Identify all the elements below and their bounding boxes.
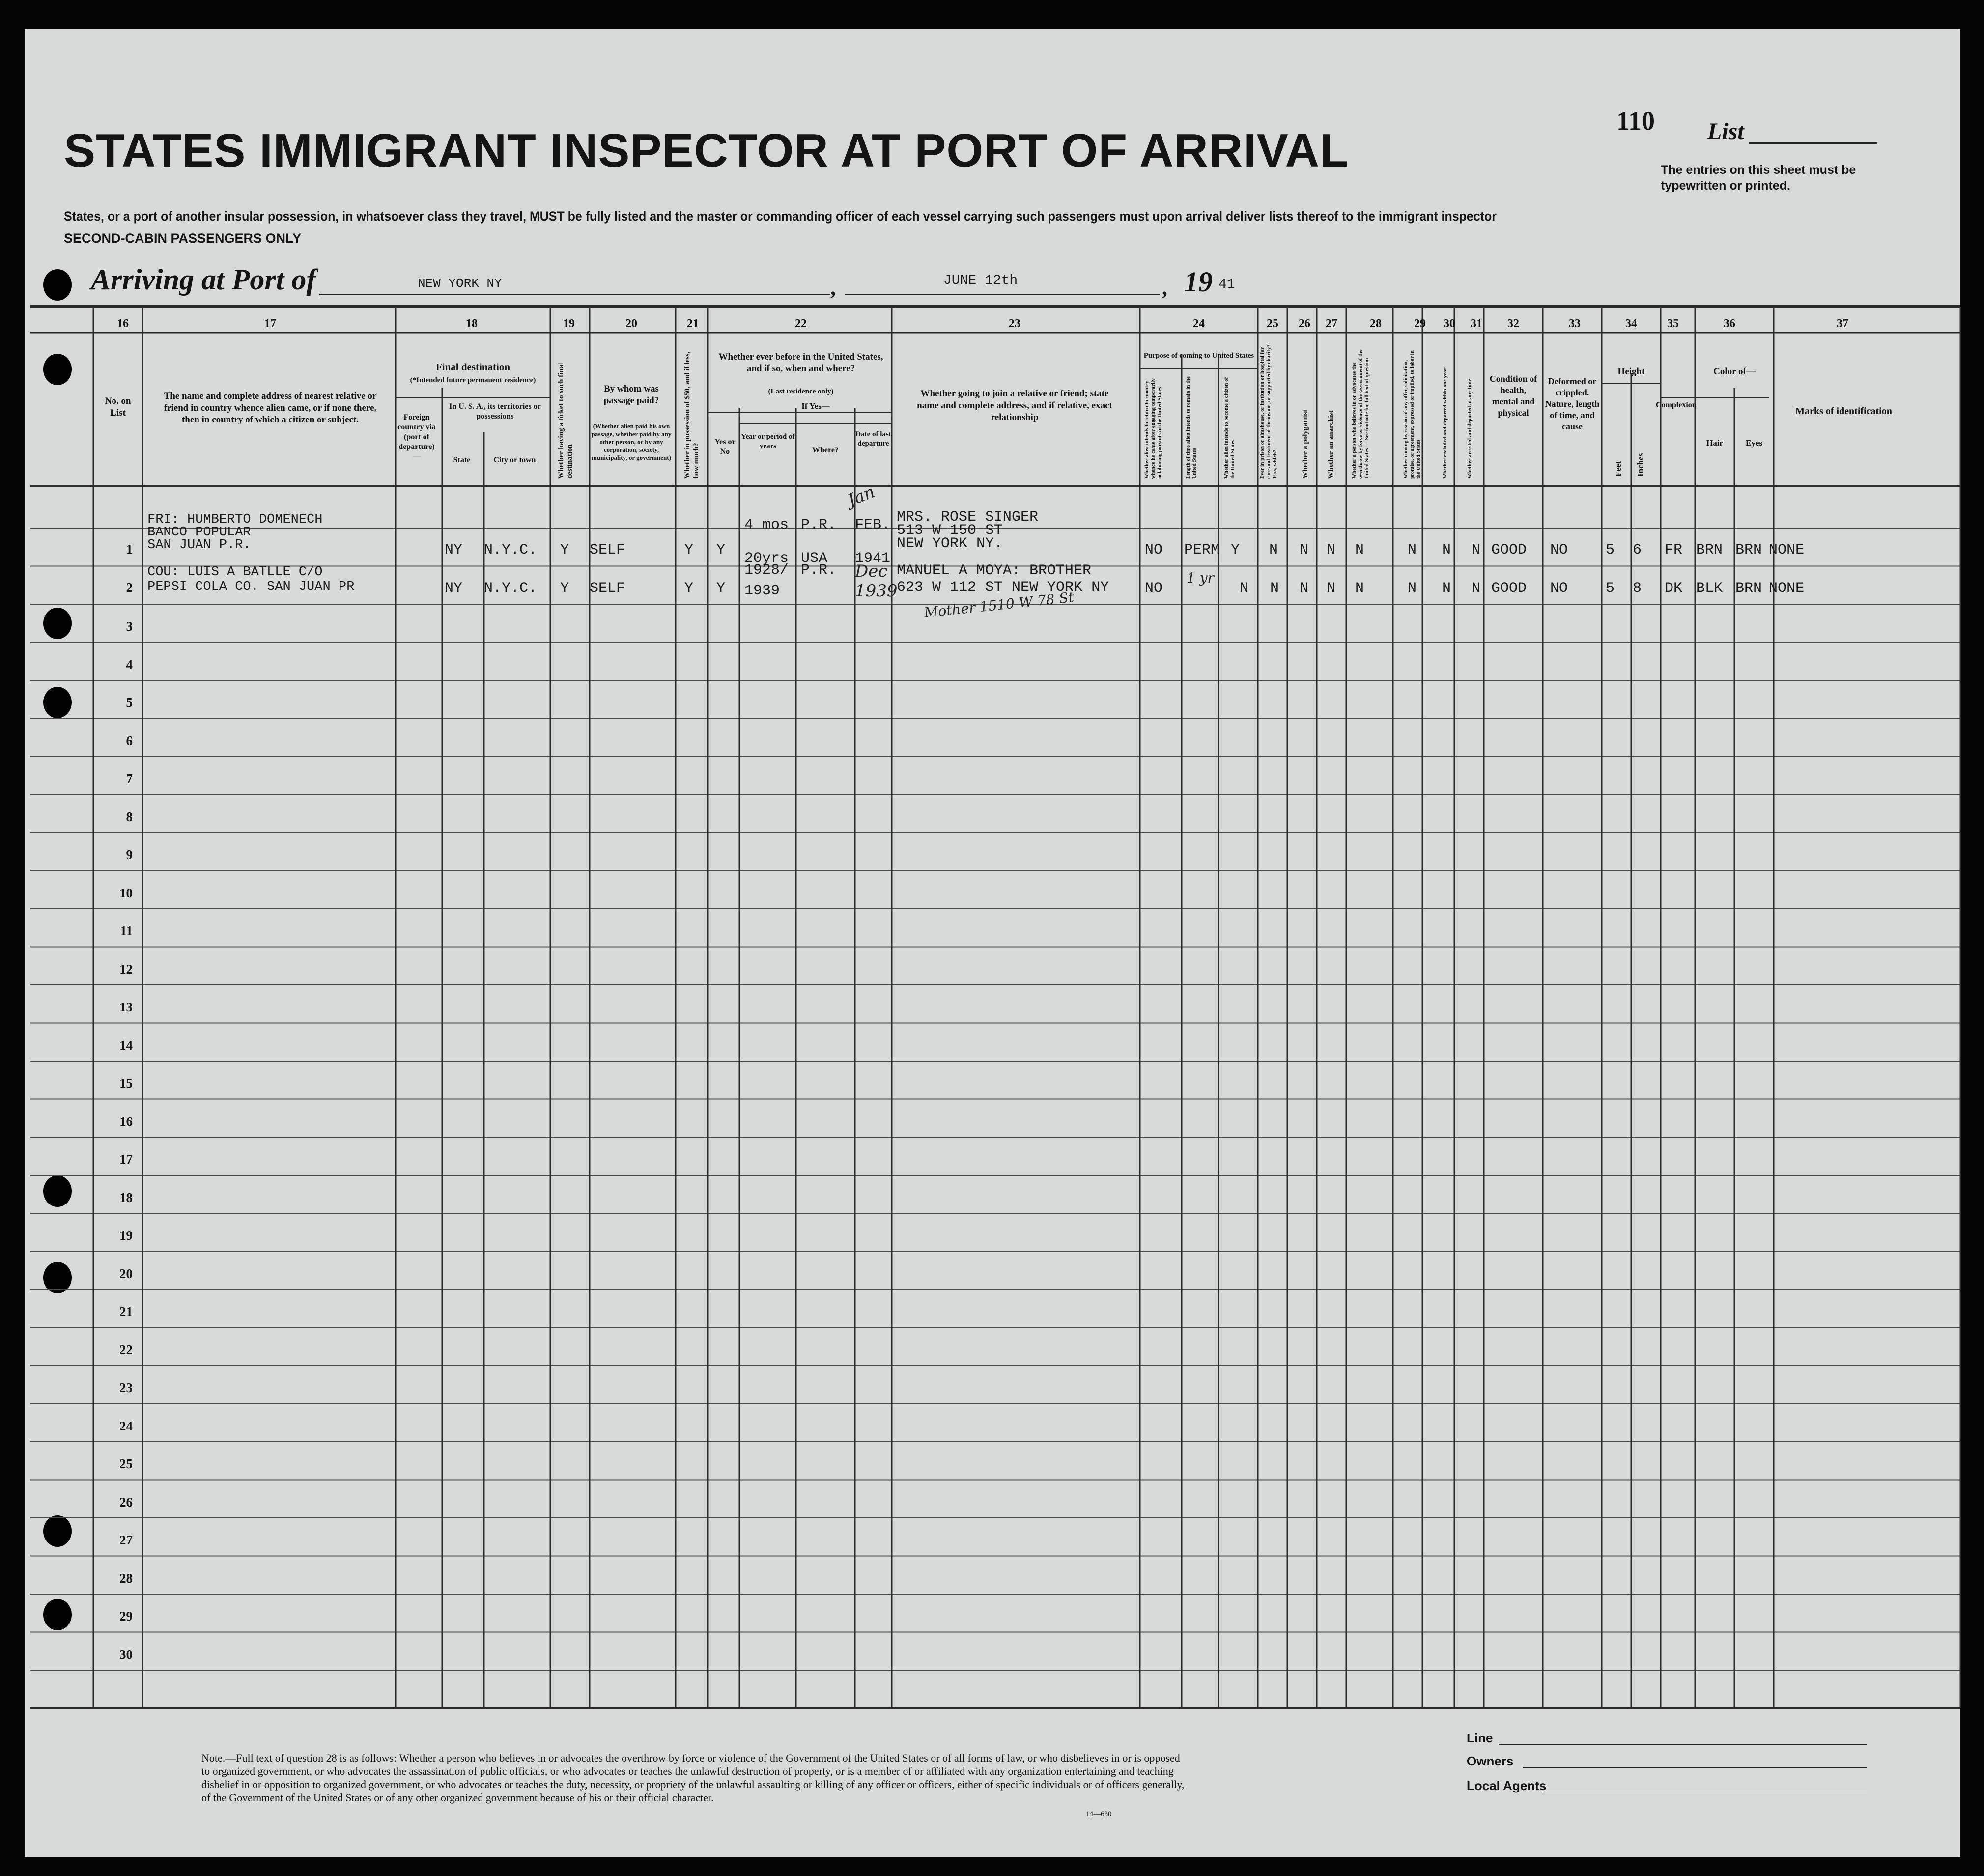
- row-number: 17: [119, 1152, 133, 1167]
- row-number: 26: [119, 1494, 133, 1510]
- col-num-37: 37: [1837, 317, 1848, 330]
- col-num-35: 35: [1667, 317, 1679, 330]
- comma-2: ,: [1162, 276, 1167, 300]
- typewritten-note: The entries on this sheet must be typewritten or printed.: [1661, 163, 1856, 193]
- row-number: 4: [126, 657, 133, 672]
- hdr-no-on-list: No. on List: [105, 396, 131, 418]
- purpose-length: 1 yr: [1187, 570, 1214, 586]
- hdr-complexion: Complexion: [1656, 401, 1697, 409]
- col-num-30: 30: [1444, 317, 1455, 330]
- hair: BLK: [1696, 580, 1723, 597]
- hdr-purpose: Purpose of coming to United States: [1143, 352, 1254, 360]
- row-number: 14: [119, 1037, 133, 1053]
- contract: N: [1408, 542, 1417, 559]
- purpose-return: NO: [1145, 542, 1163, 559]
- row-number: 2: [126, 580, 133, 595]
- col-num-32: 32: [1507, 317, 1519, 330]
- col-num-23: 23: [1009, 317, 1020, 330]
- anarchist: N: [1327, 542, 1336, 559]
- purpose-citizen: Y: [1231, 542, 1240, 559]
- page-subtitle: States, or a port of another insular possession, in whatsoever class they travel, MUST be fully listed and the master or commanding officer of each vessel carrying such passengers must upon arrival deliver lists thereof to the immigrant inspector: [64, 209, 1497, 224]
- hdr-marks: Marks of identification: [1795, 406, 1892, 417]
- arrival-port: NEW YORK NY: [418, 276, 502, 291]
- hdr-year-period: Year or period of years: [741, 433, 795, 450]
- hdr-overthrow: Whether a person who believes in or advocates the overthrow by force or violence of the Government of the United States — See footnote for full text of question: [1351, 349, 1370, 479]
- page-title: STATES IMMIGRANT INSPECTOR AT PORT OF ARRIVAL: [64, 124, 1349, 177]
- hdr-possession-50: Whether in possession of $50, and if less, how much?: [683, 351, 700, 479]
- hdr-prison: Ever in prison or almshouse, or institution or hospital for care and treatment of the insane, or supported by charity? If so, which?: [1259, 344, 1278, 479]
- dest-state: NY: [445, 542, 463, 559]
- ticket: Y: [560, 542, 569, 559]
- col-num-29: 29: [1414, 317, 1426, 330]
- fifty-dollars: Y: [684, 580, 694, 597]
- list-number: 110: [1616, 106, 1655, 136]
- arrival-year-suffix: 41: [1219, 277, 1235, 292]
- row-number: 19: [119, 1228, 133, 1243]
- hdr-join-relative: Whether going to join a relative or friend; state name and complete address, and if relative, exact relationship: [917, 389, 1112, 422]
- hdr-purpose-b: Length of time alien intends to remain in the United States: [1185, 376, 1197, 479]
- join-handwritten: Mother 1510 W 78 St: [923, 589, 1075, 621]
- dest-city: N.Y.C.: [484, 580, 538, 597]
- class-note: SECOND-CABIN PASSENGERS ONLY: [64, 231, 302, 246]
- hdr-yes-no: Yes or No: [714, 438, 736, 456]
- hdr-feet: Feet: [1614, 461, 1623, 476]
- hdr-foreign-country: Foreign country via (port of departure)—: [397, 413, 436, 461]
- hdr-contract: Whether coming by reason of any offer, solicitation, promise, or agreement, expressed or implied, to labor in the United States: [1403, 350, 1421, 479]
- row-number: 24: [119, 1418, 133, 1433]
- contract: N: [1355, 580, 1364, 597]
- hdr-date-departure: Date of last departure: [855, 430, 891, 448]
- hdr-color-of: Color of—: [1713, 366, 1756, 377]
- col-num-19: 19: [563, 317, 575, 330]
- row-number: 22: [119, 1342, 133, 1357]
- footer-owners-field: [1523, 1767, 1867, 1768]
- condition: GOOD: [1491, 542, 1527, 559]
- col-num-21: 21: [687, 317, 699, 330]
- arrival-year-prefix: 19: [1184, 266, 1213, 298]
- prison: N: [1240, 580, 1249, 597]
- hdr-before-us: Whether ever before in the United States, and if so, when and where?: [718, 352, 883, 374]
- height-feet: 5: [1606, 542, 1615, 559]
- row-number: 12: [119, 961, 133, 977]
- row-number: 28: [119, 1570, 133, 1586]
- col-num-25: 25: [1267, 317, 1278, 330]
- dest-state: NY: [445, 580, 463, 597]
- row-number: 6: [126, 733, 133, 748]
- hdr-by-whom-note: (Whether alien paid his own passage, whether paid by any other person, or by any corporation, society, municipality, or government): [591, 422, 672, 461]
- marks: NONE: [1769, 542, 1805, 559]
- hdr-hair: Hair: [1706, 438, 1723, 448]
- row-number: 5: [126, 695, 133, 710]
- row-number: 15: [119, 1076, 133, 1091]
- comma: ,: [830, 276, 836, 300]
- hdr-inches: Inches: [1636, 453, 1645, 476]
- deformed: NO: [1550, 580, 1568, 597]
- hdr-in-usa: In U. S. A., its territories or possessions: [449, 402, 541, 420]
- dest-city: N.Y.C.: [484, 542, 538, 559]
- hair: BRN: [1696, 542, 1723, 559]
- col-num-17: 17: [264, 317, 276, 330]
- where: P.R. USA: [801, 517, 837, 567]
- prison: N: [1269, 542, 1278, 559]
- hdr-where: Where?: [812, 446, 839, 454]
- purpose-length: PERM: [1184, 542, 1220, 559]
- row-number: 20: [119, 1266, 133, 1281]
- row-number: 30: [119, 1647, 133, 1662]
- height-inches: 6: [1633, 542, 1642, 559]
- period: 1928/ 1939: [744, 562, 789, 599]
- height-inches: 8: [1633, 580, 1642, 597]
- row-number: 11: [120, 924, 133, 938]
- complexion: DK: [1665, 580, 1683, 597]
- hdr-city: City or town: [493, 456, 536, 464]
- footer-line-label: Line: [1467, 1731, 1493, 1745]
- before-yes-no: Y: [716, 542, 726, 559]
- hdr-purpose-a: Whether alien intends to return to country whence he came after engaging temporarily in laboring pursuits in the United States: [1144, 378, 1162, 479]
- excluded: N: [1408, 580, 1417, 597]
- col-num-31: 31: [1471, 317, 1482, 330]
- row-number: 18: [119, 1190, 133, 1205]
- polygamist: N: [1300, 542, 1309, 559]
- relative-address: FRI: HUMBERTO DOMENECH BANCO POPULAR SAN JUAN P.R.: [147, 512, 323, 553]
- eyes: BRN: [1735, 580, 1762, 597]
- row-number: 7: [126, 771, 133, 786]
- hdr-state: State: [453, 456, 471, 464]
- hdr-arrested: Whether arrested and deported at any time: [1467, 379, 1473, 479]
- marks: NONE: [1769, 580, 1805, 597]
- departure: 1939: [855, 581, 898, 601]
- hdr-final-destination-note: (*Intended future permanent residence): [410, 376, 536, 384]
- col-num-22: 22: [795, 317, 807, 330]
- col-num-16: 16: [117, 317, 129, 330]
- footnote: Note.—Full text of question 28 is as follows: Whether a person who believes in or advocates the overthrow by force or violence of the Government of the United States or of all forms of law, or who disbelieves in or is opposed to organized government, or who advocates the assassination of public officials, or who advocates or teaches the unlawful destruction of property, or is a member of or affiliated with any organization entertaining and teaching disbelief in or opposition to organized government, or who advocates or teaches the duty, necessity, or propriety of the unlawful assaulting or killing of any officer or officers, either of specific individuals or of officers generally, of the Government of the United States or of any other organized government because of his or their official character.: [201, 1752, 1185, 1804]
- height-feet: 5: [1606, 580, 1615, 597]
- row-number: 27: [119, 1533, 133, 1547]
- purpose-return: NO: [1145, 580, 1163, 597]
- relative-address: COU: LUIS A BATLLE C/O PEPSI COLA CO. SAN JUAN PR: [147, 565, 355, 594]
- row-number: 25: [119, 1456, 133, 1471]
- arrested-2: N: [1472, 580, 1481, 597]
- hdr-by-whom: By whom was passage paid?: [603, 384, 659, 406]
- form-code: 14—630: [1086, 1810, 1112, 1818]
- hdr-polygamist: Whether a polygamist: [1302, 409, 1309, 479]
- hdr-excluded: Whether excluded and deported within one year: [1442, 367, 1448, 479]
- where: P.R.: [801, 562, 837, 579]
- footer-agents-label: Local Agents: [1467, 1778, 1547, 1793]
- row-number: 8: [126, 809, 133, 824]
- eyes: BRN: [1735, 542, 1762, 559]
- join-address: MANUEL A MOYA: BROTHER 623 W 112 ST NEW YORK NY: [897, 562, 1109, 596]
- row-number: 23: [119, 1380, 133, 1395]
- ticket: Y: [560, 580, 569, 597]
- hdr-anarchist: Whether an anarchist: [1327, 410, 1335, 479]
- row-number: 16: [119, 1114, 133, 1129]
- overthrow: N: [1355, 542, 1364, 559]
- row-number: 29: [119, 1609, 133, 1624]
- paid-by: SELF: [590, 580, 625, 597]
- arrival-label: Arriving at Port of: [91, 263, 316, 296]
- paid-by: SELF: [590, 542, 625, 559]
- row-number: 3: [126, 619, 133, 634]
- col-num-20: 20: [625, 317, 637, 330]
- departure-handwritten: Dec: [855, 561, 888, 581]
- hdr-if-yes: If Yes—: [801, 401, 830, 411]
- overthrow: N: [1327, 580, 1336, 597]
- row-number: 9: [126, 847, 133, 862]
- col-num-33: 33: [1569, 317, 1581, 330]
- hdr-relative: The name and complete address of nearest relative or friend in country whence alien came, or if none there, then in country of which a citizen or subject.: [164, 391, 377, 425]
- period: 4 mos 20yrs: [744, 517, 789, 567]
- col-num-27: 27: [1326, 317, 1337, 330]
- join-address: MRS. ROSE SINGER 513 W 150 ST NEW YORK NY.: [897, 509, 1039, 552]
- arrival-date: JUNE 12th: [943, 273, 1018, 288]
- excluded: N: [1442, 542, 1451, 559]
- deformed: NO: [1550, 542, 1568, 559]
- col-num-18: 18: [466, 317, 478, 330]
- row-number: 21: [119, 1304, 133, 1319]
- arrested: N: [1472, 542, 1481, 559]
- col-num-28: 28: [1370, 317, 1382, 330]
- col-num-24: 24: [1193, 317, 1205, 330]
- footer-line-field: [1499, 1744, 1867, 1745]
- col-num-36: 36: [1724, 317, 1735, 330]
- col-num-26: 26: [1299, 317, 1310, 330]
- hdr-ticket: Whether having a ticket to such final destination: [557, 363, 574, 479]
- row-number: 13: [119, 1000, 133, 1014]
- hdr-deformed: Deformed or crippled. Nature, length of time, and cause: [1545, 376, 1600, 431]
- arrested: N: [1442, 580, 1451, 597]
- list-label: List: [1707, 118, 1744, 144]
- hdr-condition: Condition of health, mental and physical: [1489, 374, 1537, 418]
- polygamist: N: [1270, 580, 1279, 597]
- complexion: FR: [1665, 542, 1683, 559]
- anarchist: N: [1300, 580, 1309, 597]
- footer-owners-label: Owners: [1467, 1754, 1514, 1768]
- row-number: 1: [126, 542, 133, 557]
- row-number: 10: [119, 885, 133, 900]
- before-yes-no: Y: [716, 580, 726, 597]
- fifty-dollars: Y: [684, 542, 694, 559]
- hdr-height: Height: [1617, 366, 1645, 377]
- hdr-eyes: Eyes: [1746, 438, 1762, 448]
- hdr-before-us-note: (Last residence only): [768, 388, 834, 395]
- hdr-final-destination: Final destination: [435, 361, 510, 373]
- departure: FEB. 1941: [855, 517, 891, 567]
- col-num-34: 34: [1625, 317, 1637, 330]
- departure-handwritten: Jan: [845, 482, 878, 510]
- hdr-purpose-c: Whether alien intends to become a citizen of the United States: [1223, 377, 1236, 479]
- condition: GOOD: [1491, 580, 1527, 597]
